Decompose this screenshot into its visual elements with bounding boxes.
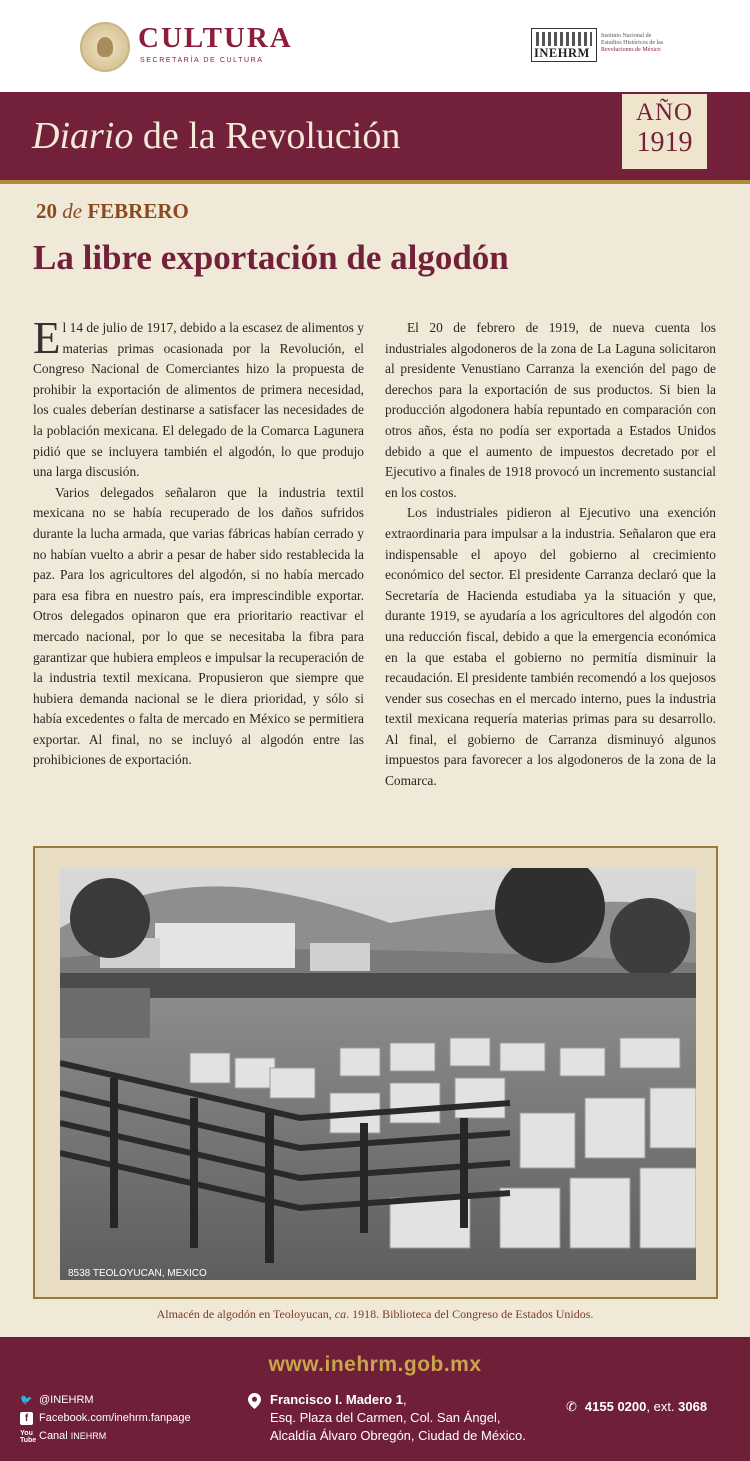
article-paragraph: Varios delegados señalaron que la industria textil mexicana no se había recuperado de los daños sufridos durante la lucha armada, que varias fábricas habían cerrado y no habían vuelto a abrir a pesar de haber sido restablecida la paz. Para los agricultores del algodón, si no había mercado para esa fibra en nuestro país, era imprescindible exportar. Otros delegados opinaron que era prioritario reactivar el mercado nacional, por lo que se necesitaba la fibra para garantizar que hubiera empleos e impulsar la recuperación de la industria textil mexicana. Propusieron que siempre que hubiera demanda nacional se le diera prioridad, y sólo si había excedentes o falta de mercado en México se permitiera exportar. Al final, no se incluyó al algodón entre las prohibiciones de exportación. — [33, 484, 364, 768]
address-block — [248, 1391, 526, 1445]
article-paragraph: Los industriales pidieron al Ejecutivo una exención extraordinaria para impulsar a la industria. Señalaron que era indispensable el apoyo del gobierno al crecimiento económico del sector. El presidente Carranza declaró que la Secretaría de Hacienda estudiaba ya la situación y que, durante 1919, se ayudaría a los agricultores del algodón con una reducción fiscal, debido a que la emergencia económica en la que estaba el gobierno no permitía disminuir la recaudación. El presidente también recomendó a los quejosos vender sus cosechas en el mercado interno, pues la industria textil mexicana requería materias primas para su desarrollo. Al final, el gobierno de Carranza disminuyó algunos impuestos para favorecer a los algodoneros de la zona de la Comarca. — [385, 505, 716, 789]
date-month: FEBRERO — [87, 199, 189, 223]
title-banner — [0, 92, 750, 184]
phone-number: 4155 0200 — [584, 1399, 647, 1414]
cotton-warehouse-photo — [60, 868, 696, 1280]
historical-photo — [60, 868, 696, 1280]
building-icon — [536, 32, 592, 46]
article-column-right — [385, 318, 716, 792]
address-comma: , — [402, 1392, 407, 1407]
twitter-link[interactable] — [20, 1391, 191, 1409]
facebook-icon: f — [20, 1412, 33, 1425]
youtube-channel: INEHRM — [70, 1431, 107, 1441]
phone-block — [566, 1399, 707, 1415]
youtube-link[interactable] — [20, 1427, 191, 1445]
inehrm-logo-text: INEHRM — [534, 46, 590, 60]
caption-ca: ca — [334, 1307, 347, 1321]
youtube-label: Canal — [39, 1430, 68, 1442]
phone-icon: ✆ — [566, 1399, 577, 1414]
top-logo-bar — [0, 0, 750, 92]
footer — [0, 1337, 750, 1461]
location-pin-icon — [248, 1393, 261, 1409]
year-label: AÑO — [635, 99, 694, 126]
inehrm-name-line-1: Instituto Nacional de — [601, 33, 652, 39]
drop-cap: E — [33, 313, 61, 363]
article-paragraph — [33, 313, 364, 483]
year-value: 1919 — [636, 127, 693, 158]
address-line-2: Esq. Plaza del Carmen, Col. San Ángel, — [270, 1410, 501, 1425]
paragraph-text: l 14 de julio de 1917, debido a la escasez de alimentos y materias primas ocasionada por la Revolución, el Congreso Nacional de Comerciantes hizo la propuesta de prohibir la exportación de alimentos de primera necesidad, los cuales deberían destinarse a satisfacer las necesidades de la población mexicana. El delegado de la Comarca Lagunera pidió que se incluyera también el algodón, lo que produjo una larga discusión. — [33, 320, 364, 480]
article-column-left — [33, 313, 364, 771]
twitter-handle: @INEHRM — [39, 1394, 94, 1406]
photo-inscription: 8538 TEOLOYUCAN, MEXICO — [68, 1268, 207, 1279]
phone-ext-label: , ext. — [646, 1399, 679, 1414]
youtube-icon: You Tube — [20, 1429, 37, 1444]
inehrm-logo — [531, 28, 597, 62]
address-line-3: Alcaldía Álvaro Obregón, Ciudad de México. — [270, 1428, 526, 1443]
social-links — [20, 1391, 191, 1445]
cultura-title: CULTURA — [138, 22, 293, 54]
twitter-icon: 🐦 — [20, 1394, 33, 1406]
mexico-seal-logo — [80, 22, 130, 72]
facebook-url: Facebook.com/inehrm.fanpage — [39, 1412, 191, 1424]
caption-text-a: Almacén de algodón en Teoloyucan, — [156, 1307, 335, 1321]
caption-text-b: . 1918. Biblioteca del Congreso de Estados Unidos. — [346, 1307, 594, 1321]
year-box — [622, 94, 707, 169]
website-link[interactable]: www.inehrm.gob.mx — [268, 1353, 482, 1376]
banner-title-rest: de la Revolución — [133, 115, 401, 157]
photo-caption — [0, 1307, 750, 1322]
phone-ext: 3068 — [678, 1399, 708, 1414]
date-day: 20 — [36, 199, 57, 223]
article-date — [36, 199, 189, 224]
banner-title-italic: Diario — [32, 115, 134, 157]
banner-title — [32, 114, 400, 158]
inehrm-name-line-3: Revoluciones de México — [601, 47, 661, 53]
inehrm-name-line-2: Estudios Históricos de las — [601, 40, 664, 46]
cultura-subtitle: SECRETARÍA DE CULTURA — [140, 57, 264, 64]
article-headline: La libre exportación de algodón — [33, 238, 509, 277]
article-paragraph: El 20 de febrero de 1919, de nueva cuenta los industriales algodoneros de la zona de La Laguna solicitaron al presidente Venustiano Carranza la exención del pago de derechos para la exportación de sus productos. Si bien la producción algodonera había repuntado en comparación con otros años, ésta no podía ser exportada a Estados Unidos debido a que el aumento de impuestos decretado por el Ejecutivo a finales de 1918 provocó un incremento sustancial en los costos. — [385, 320, 716, 500]
date-de: de — [57, 199, 88, 223]
facebook-link[interactable] — [20, 1409, 191, 1427]
photo-frame — [33, 846, 718, 1299]
inehrm-full-name — [601, 33, 711, 54]
address-street: Francisco I. Madero 1 — [270, 1392, 403, 1407]
